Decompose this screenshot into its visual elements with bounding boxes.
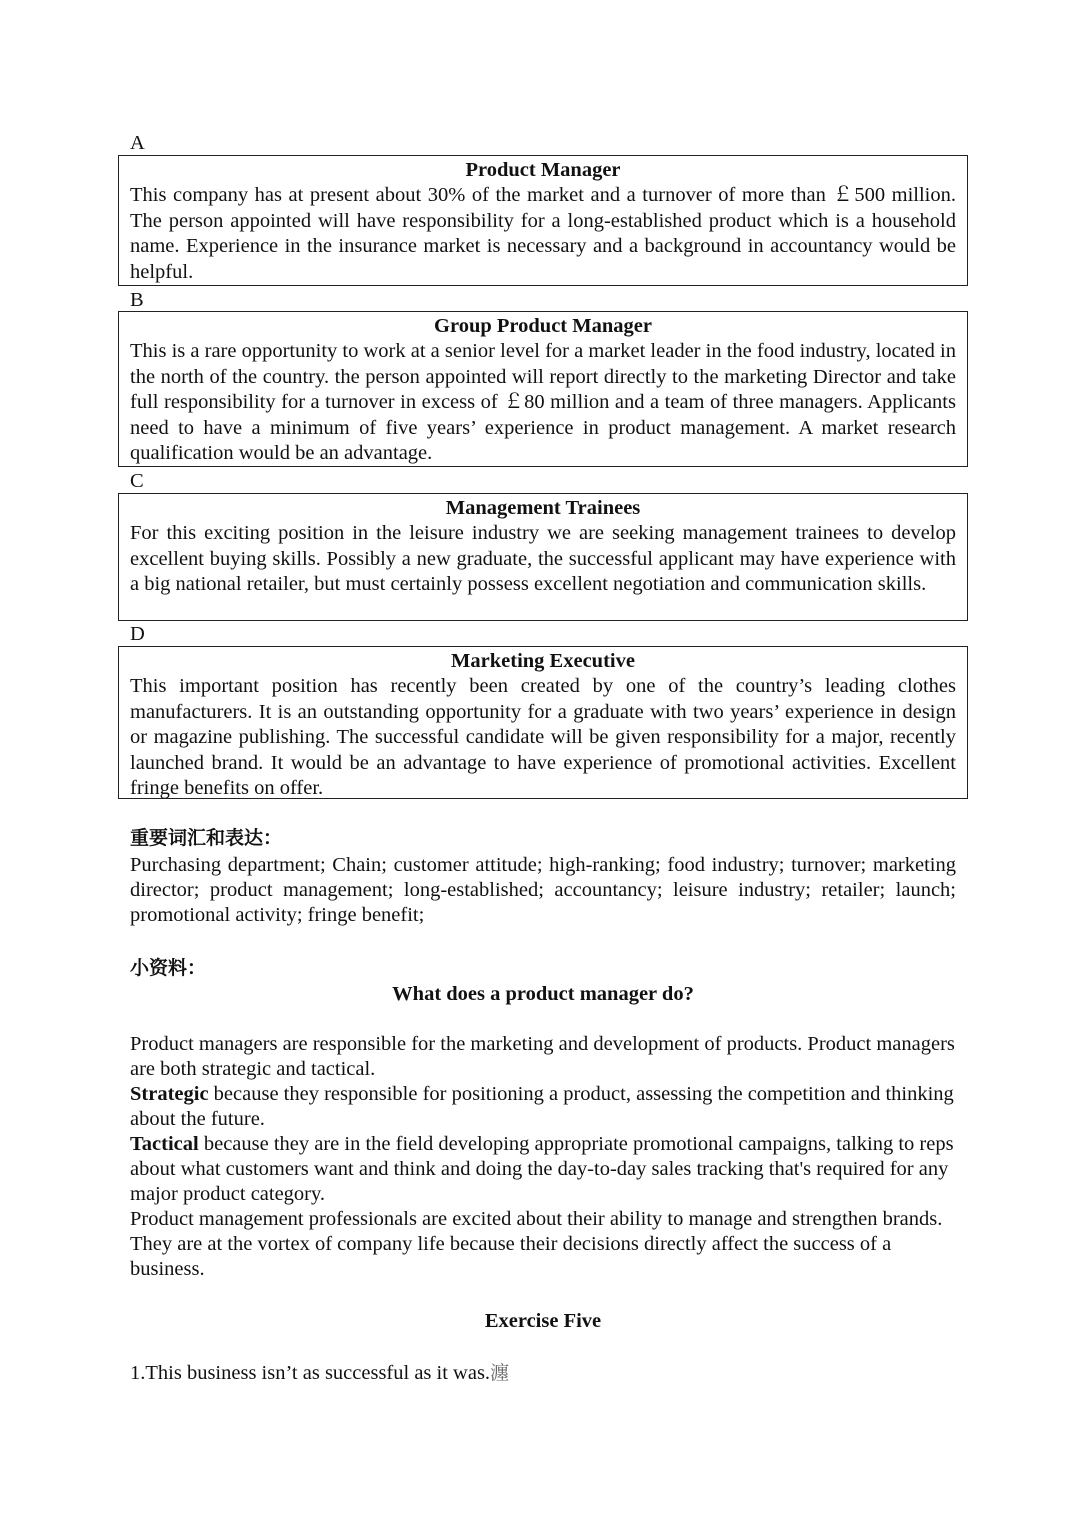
tactical-text: because they are in the field developing appropriate promotional campaigns, talking to reps about what customers want and think and doing the day-to-day sales tracking that's required for any major product category. — [130, 1133, 954, 1205]
ad-body-a: This company has at present about 30% of the market and a turnover of more than ￡500 million. The person appointed will have responsibility for a long-established product which is a household name. Experience in the insurance market is necessary and a background in accountancy would be helpful. — [130, 184, 956, 283]
ad-letter-d: D — [130, 623, 145, 645]
vocab-heading: 重要词汇和表达： — [130, 827, 283, 849]
ad-letter-c: C — [130, 470, 144, 492]
ad-letter-a: A — [130, 132, 145, 154]
ad-box-b — [118, 311, 968, 467]
tactical-label: Tactical — [130, 1133, 199, 1155]
ad-box-c — [118, 493, 968, 621]
info-heading: 小资料： — [130, 957, 207, 979]
info-title: What does a product manager do? — [392, 983, 694, 1005]
strategic-text: because they responsible for positioning a product, assessing the competition and thinking about the future. — [130, 1083, 954, 1130]
ad-title-a: Product Manager — [465, 159, 621, 181]
info-paragraph-tactical — [130, 1132, 956, 1207]
ad-letter-b: B — [130, 289, 144, 311]
info-paragraph-last: Product management professionals are excited about their ability to manage and strengthen brands. They are at the vortex of company life because their decisions directly affect the success of a business. — [130, 1208, 943, 1280]
ad-title-c: Management Trainees — [445, 497, 641, 519]
ad-box-d — [118, 646, 968, 799]
ad-body-c: For this exciting position in the leisure industry we are seeking management trainees to develop excellent buying skills. Possibly a new graduate, the successful applicant may have experience with a big national retailer, but must certainly possess excellent negotiation and communication skills. — [130, 522, 956, 595]
vocab-text: Purchasing department; Chain; customer attitude; high-ranking; food industry; turnover; marketing director; product management; long-established; accountancy; leisure industry; retailer; launch; promotional activity; fringe benefit; — [130, 854, 956, 926]
exercise-item-1-char: 瀍 — [490, 1362, 510, 1384]
ad-body-b: This is a rare opportunity to work at a senior level for a market leader in the food industry, located in the north of the country. the person appointed will report directly to the marketing Director and take full responsibility for a turnover in excess of ￡80 million and a team of three managers. Applicants need to have a minimum of five years’ experience in product management. A market research qualification would be an advantage. — [130, 340, 956, 464]
ad-body-d: This important position has recently been created by one of the country’s leading clothes manufacturers. It is an outstanding opportunity for a graduate with two years’ experience in design or magazine publishing. The successful candidate will be given responsibility for a major, recently launched brand. It would be an advantage to have experience of promotional activities. Excellent fringe benefits on offer. — [130, 675, 956, 799]
info-body — [130, 1032, 956, 1282]
ad-title-b: Group Product Manager — [434, 315, 652, 337]
ad-box-a — [118, 155, 968, 286]
info-paragraph-strategic — [130, 1082, 956, 1132]
info-paragraph-1: Product managers are responsible for the marketing and development of products. Product managers are both strategic and tactical. — [130, 1033, 955, 1080]
exercise-title: Exercise Five — [484, 1310, 602, 1332]
ad-title-d: Marketing Executive — [451, 650, 635, 672]
exercise-item-1 — [130, 1361, 956, 1386]
exercise-item-1-text: 1.This business isn’t as successful as it was. — [130, 1362, 491, 1384]
strategic-label: Strategic — [130, 1083, 209, 1105]
